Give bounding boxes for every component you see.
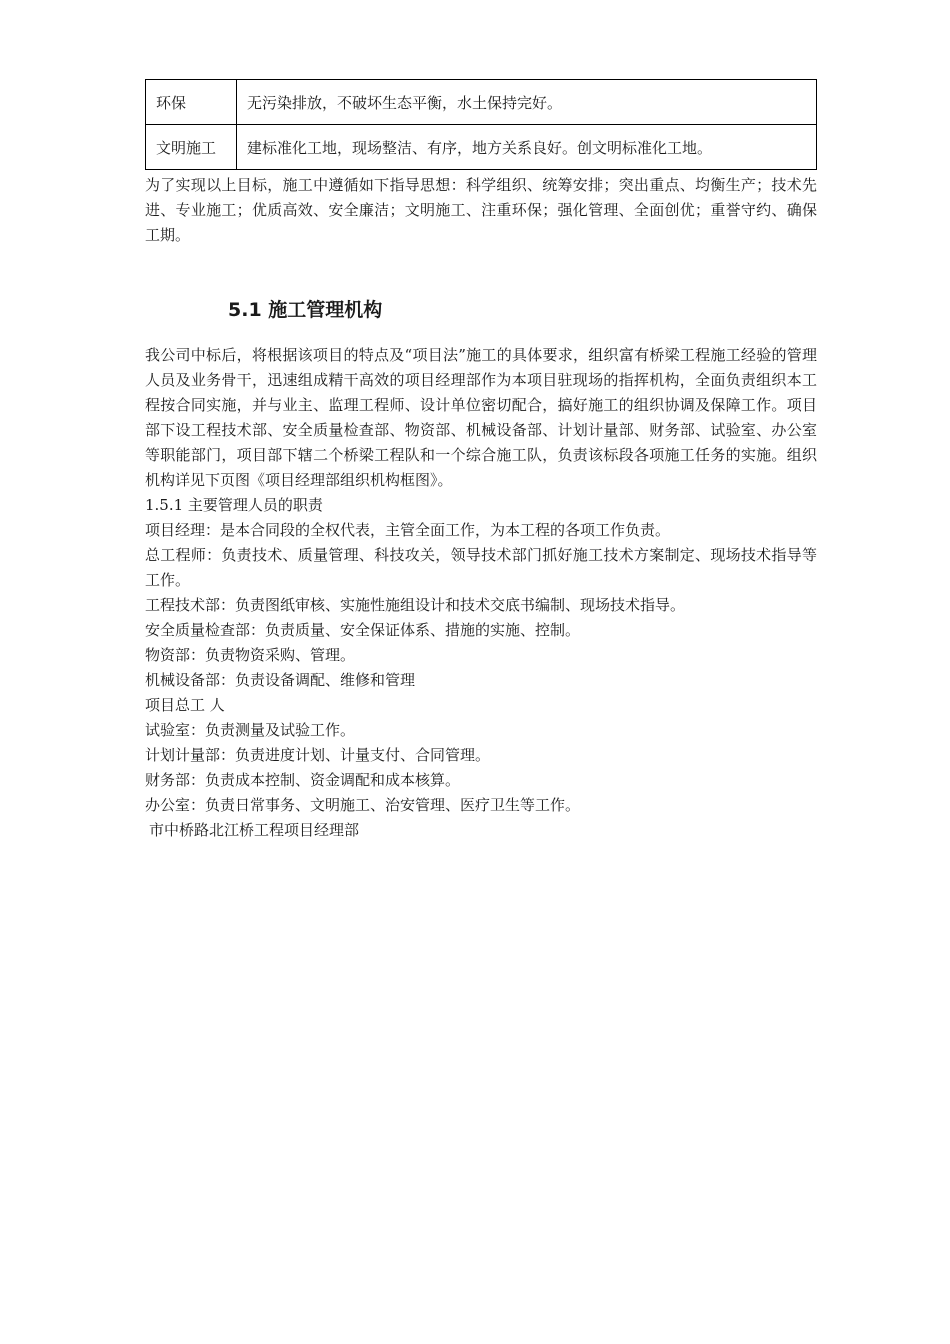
table-row: [146, 80, 817, 125]
section-body: [145, 343, 817, 843]
section-paragraph: 我公司中标后，将根据该项目的特点及“项目法”施工的具体要求，组织富有桥梁工程施工经验的管理人员及业务骨干，迅速组成精干高效的项目经理部作为本项目驻现场的指挥机构，全面负责组织本工程按合同实施，并与业主、监理工程师、设计单位密切配合，搞好施工的组织协调及保障工作。项目部下设工程技术部、安全质量检查部、物资部、机械设备部、计划计量部、财务部、试验室、办公室等职能部门，项目部下辖二个桥梁工程队和一个综合施工队，负责该标段各项施工任务的实施。组织机构详见下页图《项目经理部组织机构框图》。: [145, 346, 817, 489]
duty-line: 机械设备部：负责设备调配、维修和管理: [145, 671, 416, 689]
table-cell-value: 建标准化工地，现场整洁、有序，地方关系良好。创文明标准化工地。: [237, 125, 817, 170]
duty-line: 财务部：负责成本控制、资金调配和成本核算。: [145, 771, 461, 789]
duty-line: 物资部：负责物资采购、管理。: [145, 646, 356, 664]
duty-line: 项目经理：是本合同段的全权代表，主管全面工作，为本工程的各项工作负责。: [145, 521, 671, 539]
duty-line: 总工程师：负责技术、质量管理、科技攻关，领导技术部门抓好施工技术方案制定、现场技术指导等工作。: [145, 546, 817, 589]
duties-subheading: 1.5.1 主要管理人员的职责: [145, 496, 323, 514]
duty-line: 项目总工 人: [145, 696, 225, 714]
duty-line: 安全质量检查部：负责质量、安全保证体系、措施的实施、控制。: [145, 621, 581, 639]
table-cell-value: 无污染排放，不破坏生态平衡，水土保持完好。: [237, 80, 817, 125]
document-page: [145, 79, 817, 839]
org-name: 市中桥路北江桥工程项目经理部: [149, 821, 360, 839]
section-heading: 5.1 施工管理机构: [228, 299, 383, 321]
table-row: [146, 125, 817, 170]
duty-line: 计划计量部：负责进度计划、计量支付、合同管理。: [145, 746, 491, 764]
duty-line: 办公室：负责日常事务、文明施工、治安管理、医疗卫生等工作。: [145, 796, 581, 814]
table-cell-key: 文明施工: [146, 125, 237, 170]
table-cell-key: 环保: [146, 80, 237, 125]
goals-table: [145, 79, 817, 170]
duty-line: 试验室：负责测量及试验工作。: [145, 721, 356, 739]
duty-line: 工程技术部：负责图纸审核、实施性施组设计和技术交底书编制、现场技术指导。: [145, 596, 686, 614]
intro-paragraph: 为了实现以上目标，施工中遵循如下指导思想：科学组织、统筹安排；突出重点、均衡生产；技术先进、专业施工；优质高效、安全廉洁；文明施工、注重环保；强化管理、全面创优；重誉守约、确保工期。: [145, 176, 817, 244]
